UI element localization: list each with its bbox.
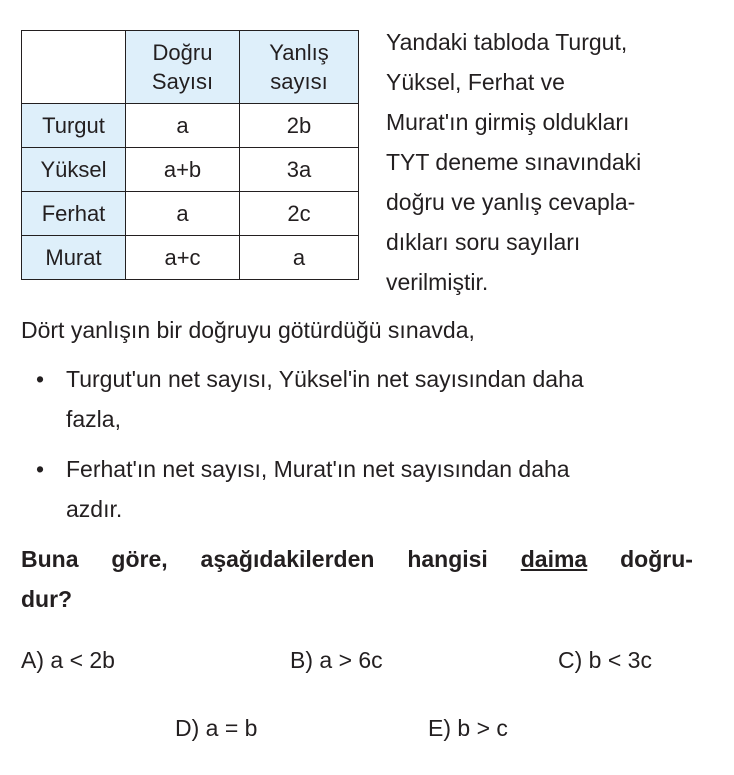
header-yanlis-sayisi	[240, 31, 359, 104]
question-word: Buna	[21, 546, 79, 572]
dogru-cell: a+c	[126, 236, 240, 280]
question-line: dur?	[21, 586, 73, 612]
table-row	[22, 192, 359, 236]
yanlis-cell: 2c	[240, 192, 359, 236]
intro-paragraph	[386, 22, 716, 302]
header-text: sayısı	[270, 69, 328, 94]
row-name: Yüksel	[22, 148, 126, 192]
intro-line: verilmiştir.	[386, 269, 489, 295]
table-corner-cell	[22, 31, 126, 104]
row-name: Ferhat	[22, 192, 126, 236]
table-row	[22, 236, 359, 280]
emphasis-word: daima	[520, 546, 588, 572]
condition-text: Dört yanlışın bir doğruyu götürdüğü sınavda,	[21, 317, 475, 343]
choice-b[interactable]: B) a > 6c	[290, 647, 383, 673]
dogru-cell: a	[126, 192, 240, 236]
table-row	[22, 104, 359, 148]
intro-line: Yüksel, Ferhat ve	[386, 69, 565, 95]
yanlis-cell: 2b	[240, 104, 359, 148]
question-word: göre,	[111, 546, 168, 572]
question-line	[21, 539, 693, 579]
header-text: Sayısı	[151, 69, 214, 94]
bullet-line: Turgut'un net sayısı, Yüksel'in net sayısından daha	[66, 366, 584, 392]
bullet-icon: •	[36, 366, 45, 392]
yanlis-cell: 3a	[240, 148, 359, 192]
intro-line: doğru ve yanlış cevapla-	[386, 189, 636, 215]
question-stem	[21, 539, 701, 619]
data-table	[21, 30, 359, 280]
question-word: hangisi	[407, 546, 488, 572]
row-name: Murat	[22, 236, 126, 280]
choice-e[interactable]: E) b > c	[428, 715, 508, 741]
choice-d[interactable]: D) a = b	[175, 715, 258, 741]
bullet-line: azdır.	[66, 496, 123, 522]
header-text: Doğru	[152, 40, 213, 65]
choice-c[interactable]: C) b < 3c	[558, 647, 652, 673]
row-name: Turgut	[22, 104, 126, 148]
header-dogru-sayisi	[126, 31, 240, 104]
yanlis-cell: a	[240, 236, 359, 280]
dogru-cell: a+b	[126, 148, 240, 192]
choice-a[interactable]: A) a < 2b	[21, 647, 115, 673]
dogru-cell: a	[126, 104, 240, 148]
question-word: aşağıdakilerden	[200, 546, 375, 572]
header-text: Yanlış	[269, 40, 329, 65]
bullet-icon: •	[36, 456, 45, 482]
intro-line: TYT deneme sınavındaki	[386, 149, 642, 175]
intro-line: dıkları soru sayıları	[386, 229, 581, 255]
intro-line: Murat'ın girmiş oldukları	[386, 109, 630, 135]
intro-line: Yandaki tabloda Turgut,	[386, 29, 628, 55]
table-row	[22, 148, 359, 192]
question-word: doğru-	[620, 546, 693, 572]
bullet-line: fazla,	[66, 406, 121, 432]
bullet-line: Ferhat'ın net sayısı, Murat'ın net sayısından daha	[66, 456, 570, 482]
